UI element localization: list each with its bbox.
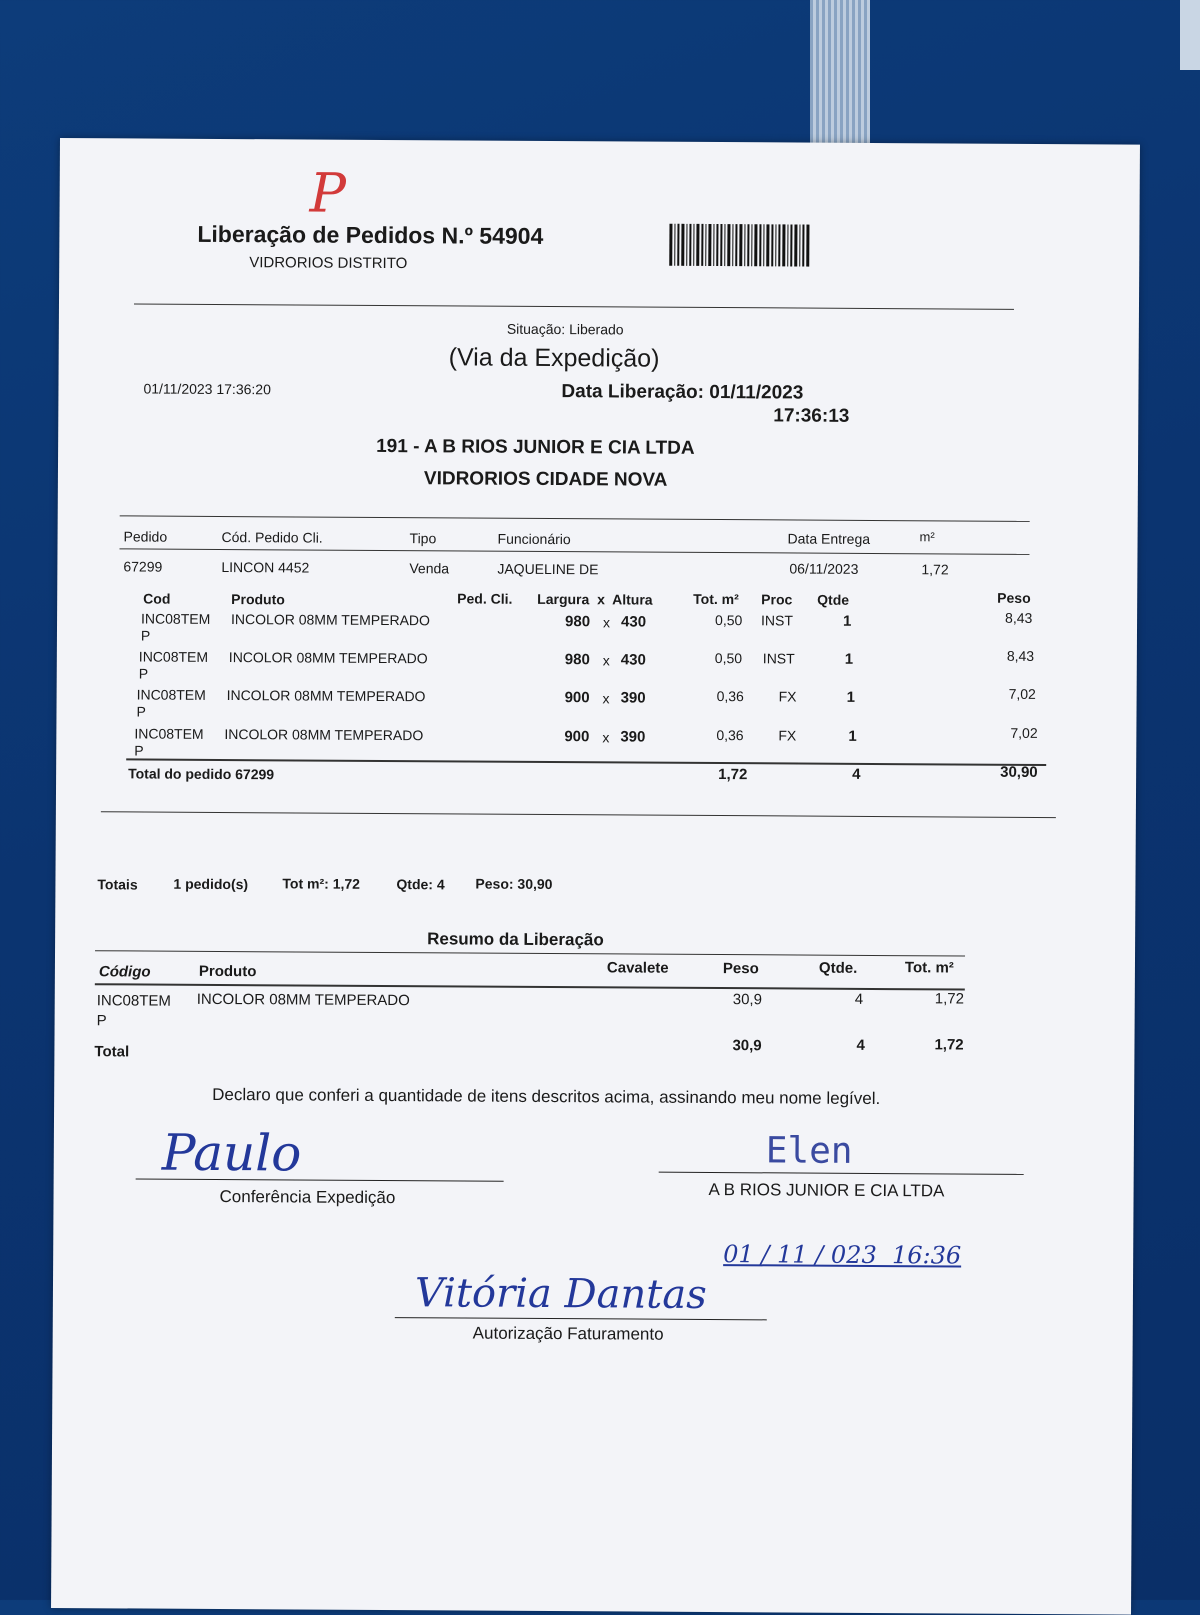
order-total-rule (126, 758, 1046, 766)
resumo-produto: INCOLOR 08MM TEMPERADO (196, 990, 410, 1010)
item-cod-suffix: P (140, 627, 151, 644)
data-liberacao: Data Liberação: 01/11/2023 (561, 381, 804, 404)
resumo-peso: 30,9 (732, 991, 763, 1009)
item-tot-m2: 0,50 (715, 612, 743, 629)
client-name: 191 - A B RIOS JUNIOR E CIA LTDA (376, 435, 695, 459)
item-cod: INC08TEM (138, 648, 209, 665)
order-total-m2: 1,72 (718, 766, 748, 784)
resumo-col-produto: Produto (198, 962, 257, 981)
order-tipo-value: Venda (409, 560, 450, 577)
data-liberacao-time: 17:36:13 (773, 405, 850, 427)
item-proc: INST (762, 650, 795, 667)
item-peso: 8,43 (1005, 609, 1033, 626)
handwritten-date: 01 / 11 / 023 16:36 (723, 1240, 962, 1270)
resumo-col-tot-m2: Tot. m² (904, 959, 954, 977)
item-x: x (602, 652, 610, 669)
item-cod-suffix: P (138, 665, 149, 682)
item-cod: INC08TEM (141, 610, 211, 627)
items-col-tot-m2: Tot. m² (693, 590, 739, 608)
item-x: x (602, 729, 610, 746)
order-end-rule (101, 811, 1056, 818)
signature-label-conferencia: Conferência Expedição (219, 1186, 396, 1208)
col-tipo-label: Tipo (409, 530, 437, 547)
item-cod: INC08TEM (136, 686, 206, 703)
signature-line-autorizacao (395, 1317, 767, 1320)
col-data-entrega-label: Data Entrega (787, 530, 871, 547)
totais-qtde: Qtde: 4 (396, 876, 445, 893)
signature-line-cliente (659, 1172, 1024, 1175)
resumo-col-qtde: Qtde. (818, 959, 858, 977)
col-cod-pedido-cli-label: Cód. Pedido Cli. (221, 528, 323, 546)
barcode (669, 224, 819, 267)
item-qtde: 1 (846, 688, 855, 706)
order-data-entrega-value: 06/11/2023 (789, 560, 859, 577)
item-largura: 980 (564, 651, 590, 669)
items-col-produto: Produto (231, 591, 285, 608)
order-top-rule (120, 515, 1030, 522)
resumo-total-tot-m2: 1,72 (934, 1036, 964, 1054)
item-produto: INCOLOR 08MM TEMPERADO (231, 611, 431, 629)
background-glare (1180, 0, 1200, 70)
company-name: VIDRORIOS DISTRITO (249, 254, 408, 273)
items-col-ped-cli: Ped. Cli. (457, 590, 513, 607)
resumo-total-qtde: 4 (856, 1036, 865, 1054)
item-largura: 900 (564, 689, 590, 707)
item-proc: INST (761, 612, 794, 629)
resumo-col-cavalete: Cavalete (606, 959, 669, 977)
item-x: x (603, 614, 611, 631)
resumo-tot-m2: 1,72 (934, 990, 965, 1008)
item-cod-suffix: P (134, 742, 144, 759)
item-proc: FX (778, 727, 797, 744)
item-largura: 900 (564, 728, 590, 746)
item-peso: 7,02 (1008, 685, 1036, 702)
order-funcionario-value: JAQUELINE DE (497, 560, 599, 578)
items-col-proc: Proc (761, 591, 793, 608)
item-cod: INC08TEM (134, 725, 204, 742)
item-peso: 8,43 (1006, 647, 1035, 664)
order-total-qtde: 4 (852, 765, 861, 783)
item-qtde: 1 (848, 727, 857, 745)
items-col-peso: Peso (997, 589, 1031, 606)
resumo-qtde: 4 (854, 990, 864, 1008)
totais-label: Totais (97, 876, 138, 893)
resumo-col-peso: Peso (722, 960, 759, 978)
resumo-codigo: INC08TEM (96, 992, 171, 1010)
totais-peso: Peso: 30,90 (475, 875, 553, 893)
background-glare (810, 0, 870, 150)
items-col-qtde: Qtde (817, 591, 850, 608)
signature-conferencia: Paulo (161, 1123, 302, 1183)
item-peso: 7,02 (1010, 724, 1038, 741)
order-total-label: Total do pedido 67299 (128, 765, 275, 783)
signature-label-autorizacao: Autorização Faturamento (472, 1323, 664, 1344)
release-document (51, 138, 1140, 1615)
item-altura: 430 (620, 651, 646, 669)
item-tot-m2: 0,36 (716, 688, 744, 705)
signature-label-cliente: A B RIOS JUNIOR E CIA LTDA (708, 1179, 945, 1201)
totais-pedidos: 1 pedido(s) (173, 875, 249, 893)
item-largura: 980 (565, 613, 591, 631)
red-p-mark: P (309, 161, 347, 225)
item-produto: INCOLOR 08MM TEMPERADO (224, 726, 424, 744)
resumo-total-peso: 30,9 (732, 1037, 762, 1055)
declaration-text: Declaro que conferi a quantidade de itens descritos acima, assinando meu nome legível. (212, 1084, 881, 1109)
items-col-cod: Cod (143, 590, 171, 607)
order-pedido-value: 67299 (123, 558, 163, 575)
resumo-codigo-suffix: P (96, 1012, 107, 1030)
client-store: VIDRORIOS CIDADE NOVA (423, 468, 668, 491)
header-divider (134, 303, 1014, 309)
resumo-top-rule (95, 950, 965, 956)
items-col-largura-altura: Largura x Altura (537, 590, 653, 608)
resumo-header-rule (95, 983, 965, 990)
item-x: x (602, 690, 610, 707)
resumo-total-label: Total (94, 1043, 130, 1061)
item-proc: FX (778, 688, 797, 705)
order-cod-pedido-cli-value: LINCON 4452 (221, 558, 310, 576)
item-tot-m2: 0,50 (714, 650, 743, 667)
document-title: Liberação de Pedidos N.º 54904 (197, 220, 544, 249)
item-produto: INCOLOR 08MM TEMPERADO (228, 649, 428, 667)
item-altura: 430 (621, 613, 647, 631)
col-pedido-label: Pedido (123, 528, 168, 545)
totais-m2: Tot m²: 1,72 (282, 875, 361, 892)
item-produto: INCOLOR 08MM TEMPERADO (226, 687, 426, 705)
order-m2-value: 1,72 (921, 561, 949, 578)
item-cod-suffix: P (136, 703, 146, 720)
status-situacao: Situação: Liberado (506, 320, 624, 338)
resumo-col-codigo: Código (98, 963, 151, 981)
signature-autorizacao: Vitória Dantas (414, 1270, 707, 1318)
resumo-title: Resumo da Liberação (427, 929, 604, 950)
item-qtde: 1 (843, 612, 852, 630)
order-total-peso: 30,90 (1000, 763, 1038, 781)
printed-timestamp: 01/11/2023 17:36:20 (143, 380, 271, 398)
item-altura: 390 (620, 689, 646, 707)
item-tot-m2: 0,36 (716, 727, 744, 744)
col-m2-label: m² (919, 529, 935, 545)
via-expedicao: (Via da Expedição) (448, 343, 660, 373)
item-qtde: 1 (844, 650, 854, 668)
item-altura: 390 (620, 728, 646, 746)
order-header-rule (119, 548, 1029, 555)
signature-cliente: Elen (765, 1130, 853, 1172)
col-funcionario-label: Funcionário (497, 530, 571, 548)
